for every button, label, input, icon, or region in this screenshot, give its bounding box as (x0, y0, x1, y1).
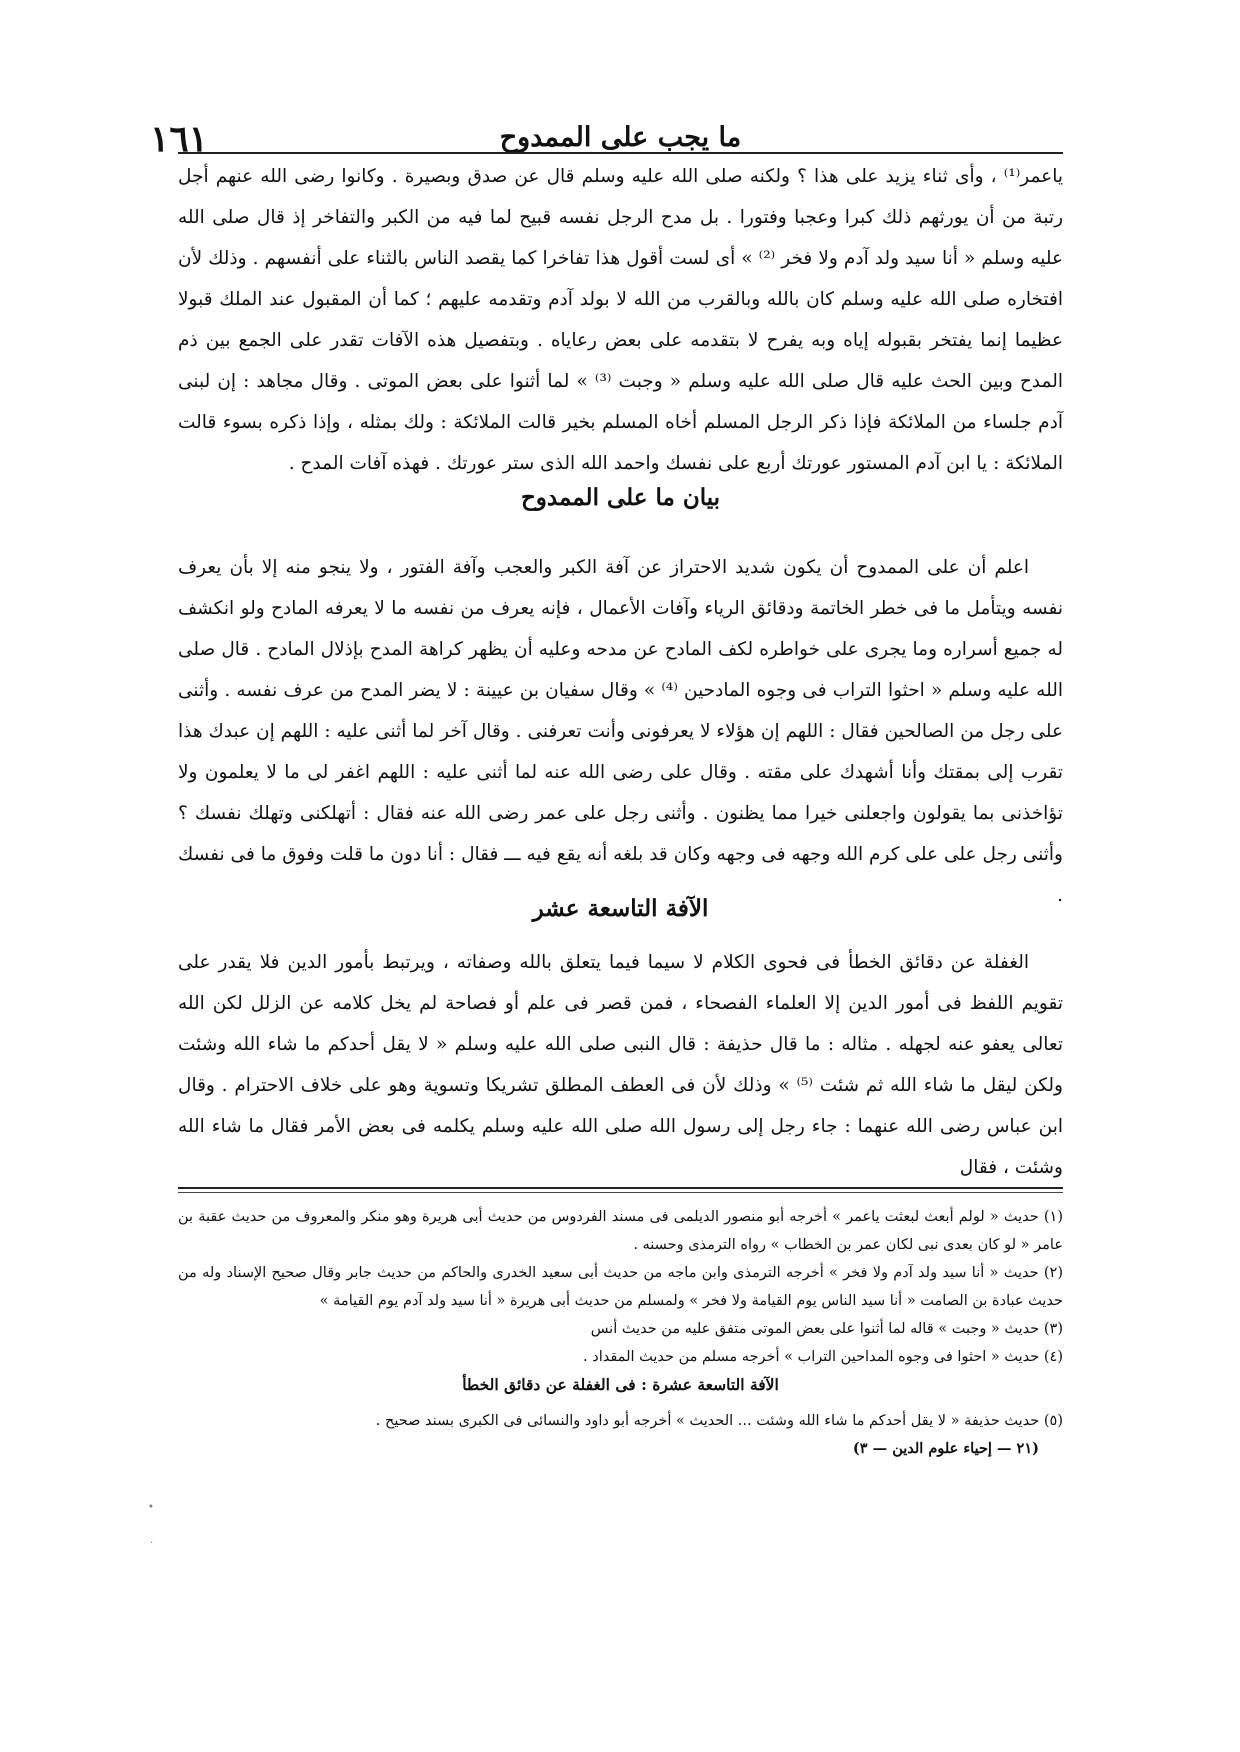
footnote: (٤) حديث « احثوا فى وجوه المداحين التراب » أخرجه مسلم من حديث المقداد . (583, 1349, 1063, 1365)
footnote: (٢) حديث « أنا سيد ولد آدم ولا فخر » أخرجه الترمذى وابن ماجه من حديث أبى سعيد الخدرى والحاكم من حديث جابر وقال صحيح الإسناد وله من حديث عبادة بن الصامت « أنا سيد الناس يوم القيامة ولا فخر » ولمسلم من حديث أبى هريرة « أنا سيد ولد آدم يوم القيامة » (178, 1265, 1063, 1309)
paragraph-3 (178, 942, 1063, 1188)
footnote: (٥) حديث حذيفة « لا يقل أحدكم ما شاء الله وشئت ... الحديث » أخرجه أبو داود والنسائى فى الكبرى بسند صحيح . (375, 1413, 1063, 1429)
signature: (٢١ — إحياء علوم الدين — ٣) (852, 1440, 1039, 1457)
footnote: (١) حديث « لولم أبعث لبعثت ياعمر » أخرجه أبو منصور الديلمى فى مسند الفردوس من حديث أبى هريرة وهو منكر والمعروف من حديث عقبة بن عامر « لو كان بعدى نبى لكان عمر بن الخطاب » رواه الترمذى وحسنه . (178, 1209, 1063, 1253)
footnote-heading: الآفة التاسعة عشرة : فى الغفلة عن دقائق الخطأ (462, 1375, 779, 1394)
section-heading: الآفة التاسعة عشر (532, 895, 709, 922)
top-paragraph (178, 156, 1063, 484)
footnotes (178, 1203, 1063, 1463)
paragraph-2 (178, 547, 1063, 916)
paragraph-text: اعلم أن على الممدوح أن يكون شديد الاحتراز عن آفة الكبر والعجب وآفة الفتور ، ولا ينجو منه إلا بأن يعرف نفسه ويتأمل ما فى خطر الخاتمة ودقائق الرياء وآفات الأعمال ، فإنه يعرف من نفسه ما لا يعرفه المادح ولو انكشف له جميع أسراره وما يجرى على خواطره لكف المادح عن مدحه وعليه أن يظهر كراهة المدح بإذلال المادح . قال صلى الله عليه وسلم « احثوا التراب فى وجوه المادحين ⁽⁴⁾ » وقال سفيان بن عيينة : لا يضر المدح من عرف نفسه . وأثنى على رجل من الصالحين فقال : اللهم إن هؤلاء لا يعرفونى وأنت تعرفنى . وقال آخر لما أثنى عليه : اللهم إن عبدك هذا تقرب إلى بمقتك وأنا أشهدك على مقته . وقال على رضى الله عنه لما أثنى عليه : اللهم اغفر لى ما لا يعلمون ولا تؤاخذنى بما يقولون واجعلنى خيرا مما يظنون . وأثنى رجل على عمر رضى الله عنه فقال : أتهلكنى وتهلك نفسك ؟ وأثنى رجل على على كرم الله وجهه فى وجهه وكان قد بلغه أنه يقع فيه ـــ فقال : أنا دون ما قلت وفوق ما فى نفسك . (178, 557, 1064, 906)
page-number: ١٦١ (149, 118, 208, 160)
footnote-rule (178, 1187, 1063, 1189)
footnote: (٣) حديث « وجبت » قاله لما أثنوا على بعض الموتى متفق عليه من حديث أنس (590, 1321, 1063, 1337)
footnote-rule-inner (178, 1192, 1063, 1193)
scan-speck: · (150, 1538, 154, 1549)
paragraph-text: الغفلة عن دقائق الخطأ فى فحوى الكلام لا سيما فيما يتعلق بالله وصفاته ، ويرتبط بأمور الدين فلا يقدر على تقويم اللفظ فى أمور الدين إلا العلماء الفصحاء ، فمن قصر فى علم أو فصاحة لم يخل كلامه عن الزلل لكن الله تعالى يعفو عنه لجهله . مثاله : ما قال حذيفة : قال النبى صلى الله عليه وسلم « لا يقل أحدكم ما شاء الله وشئت ولكن ليقل ما شاء الله ثم شئت ⁽⁵⁾ » وذلك لأن فى العطف المطلق تشريكا وتسوية وهو على خلاف الاحترام . وقال ابن عباس رضى الله عنهما : جاء رجل إلى رسول الله صلى الله عليه وسلم يكلمه فى بعض الأمر فقال ما شاء الله وشئت ، فقال (178, 952, 1063, 1178)
header-rule (178, 152, 1063, 154)
paragraph-text: ياعمر⁽¹⁾ ، وأى ثناء يزيد على هذا ؟ ولكنه صلى الله عليه وسلم قال عن صدق وبصيرة . وكانوا رضى الله عنهم أجل رتبة من أن يورثهم ذلك كبرا وعجبا وفتورا . بل مدح الرجل نفسه قبيح لما فيه من الكبر والتفاخر إذ قال صلى الله عليه وسلم « أنا سيد ولد آدم ولا فخر ⁽²⁾ » أى لست أقول هذا تفاخرا كما يقصد الناس بالثناء على أنفسهم . وذلك لأن افتخاره صلى الله عليه وسلم كان بالله وبالقرب من الله لا بولد آدم وتقدمه عليهم ؛ كما أن المقبول عند الملك قبولا عظيما إنما يفتخر بقبوله إياه وبه يفرح لا بتقدمه على بعض رعاياه . وبتفصيل هذه الآفات تقدر على الجمع بين ذم المدح وبين الحث عليه قال صلى الله عليه وسلم « وجبت ⁽³⁾ » لما أثنوا على بعض الموتى . وقال مجاهد : إن لبنى آدم جلساء من الملائكة فإذا ذكر الرجل المسلم أخاه المسلم بخير قالت الملائكة : ولك بمثله ، وإذا ذكره بسوء قالت الملائكة : يا ابن آدم المستور عورتك أربع على نفسك واحمد الله الذى ستر عورتك . فهذه آفات المدح . (178, 166, 1063, 474)
section-heading: بيان ما على الممدوح (520, 484, 721, 511)
running-title: ما يجب على الممدوح (499, 122, 742, 153)
scan-speck: • (148, 1502, 154, 1513)
